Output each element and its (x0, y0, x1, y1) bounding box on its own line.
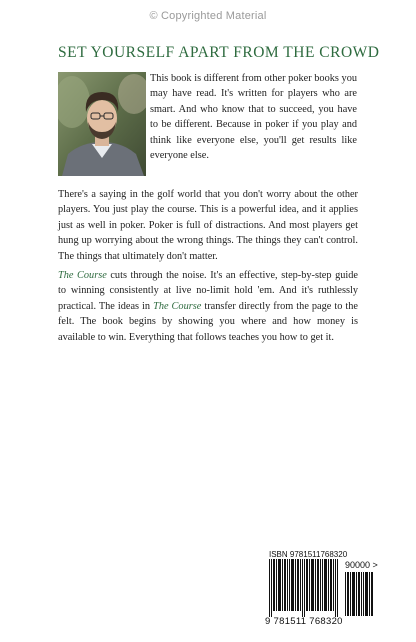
golf-paragraph: There's a saying in the golf world that you don't worry about the other players. You just play the course. This is a powerful idea, and it applies just as well in poker. Poker is full of distractions. And most players get hung up worrying about the wrong things. The things they can't control. The things that ultimately don't matter. (58, 189, 358, 262)
author-photo (58, 72, 146, 176)
course-text-2: transfer directly from the page to the felt. The book begins by showing you where and how money is available to win. Everything that follows teaches you how to get it. (58, 300, 358, 343)
copyright-notice: © Copyrighted Material (149, 10, 267, 22)
isbn-label: ISBN 9781511768320 (269, 550, 348, 559)
course-paragraph (58, 268, 358, 345)
back-cover (38, 28, 380, 636)
book-title-2: The Course (153, 300, 202, 312)
price-code: 90000 > (345, 560, 378, 570)
cover-headline: SET YOURSELF APART FROM THE CROWD (58, 44, 380, 61)
course-text-1: cuts through the noise. It's an effective, step-by-step guide to winning consistently at live no-limit hold 'em. And it's ruthlessly practical. The ideas in (58, 270, 358, 312)
book-title-1: The Course (58, 270, 107, 281)
isbn-digits: 9 781511 768320 (265, 616, 343, 627)
price-barcode (345, 572, 373, 616)
isbn-barcode (269, 559, 341, 617)
barcode-block (265, 550, 377, 628)
intro-paragraph: This book is different from other poker books you may have read. It's written for players who are smart. And who know that to succeed, you have to be different. Because in poker if you play and think like everyone else, you'll get results like everyone else. (150, 73, 357, 162)
